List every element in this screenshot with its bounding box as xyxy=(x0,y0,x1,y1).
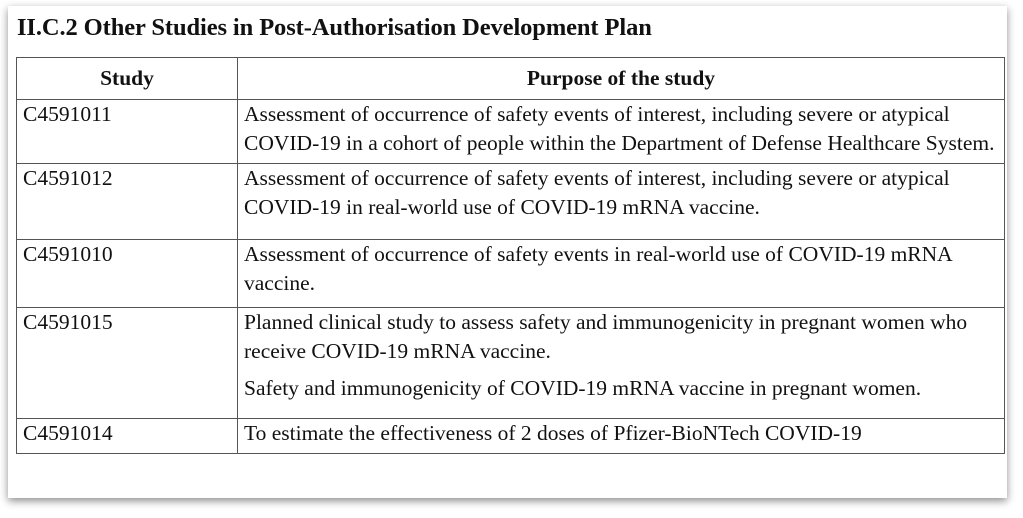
purpose-text: Safety and immunogenicity of COVID-19 mRNA vaccine in pregnant women. xyxy=(244,376,922,400)
purpose-text: Assessment of occurrence of safety events in real-world use of COVID-19 mRNA vaccine. xyxy=(244,242,952,295)
purpose-text: To estimate the effectiveness of 2 doses of Pfizer-BioNTech COVID-19 xyxy=(244,421,862,445)
study-id: C4591015 xyxy=(17,308,238,419)
document-page xyxy=(8,6,1007,498)
table-row xyxy=(17,164,1005,240)
study-id: C4591012 xyxy=(17,164,238,240)
header-purpose: Purpose of the study xyxy=(238,58,1005,100)
studies-table xyxy=(16,57,1005,454)
header-study: Study xyxy=(17,58,238,100)
purpose-text: Assessment of occurrence of safety events of interest, including severe or atypical COVID-19 in real-world use of COVID-19 mRNA vaccine. xyxy=(244,166,950,219)
study-purpose xyxy=(238,308,1005,419)
table-row xyxy=(17,240,1005,308)
study-id: C4591011 xyxy=(17,100,238,164)
study-id: C4591014 xyxy=(17,419,238,454)
table-header-row xyxy=(17,58,1005,100)
section-title: II.C.2 Other Studies in Post-Authorisation Development Plan xyxy=(17,14,652,41)
study-purpose xyxy=(238,164,1005,240)
table-row xyxy=(17,100,1005,164)
purpose-text: Assessment of occurrence of safety events of interest, including severe or atypical COVID-19 in a cohort of people within the Department of Defense Healthcare System. xyxy=(244,102,995,155)
study-id: C4591010 xyxy=(17,240,238,308)
study-purpose xyxy=(238,240,1005,308)
study-purpose xyxy=(238,100,1005,164)
purpose-text: Planned clinical study to assess safety and immunogenicity in pregnant women who receive COVID-19 mRNA vaccine. xyxy=(244,310,968,363)
study-purpose xyxy=(238,419,1005,454)
table-row xyxy=(17,308,1005,419)
table-row xyxy=(17,419,1005,454)
